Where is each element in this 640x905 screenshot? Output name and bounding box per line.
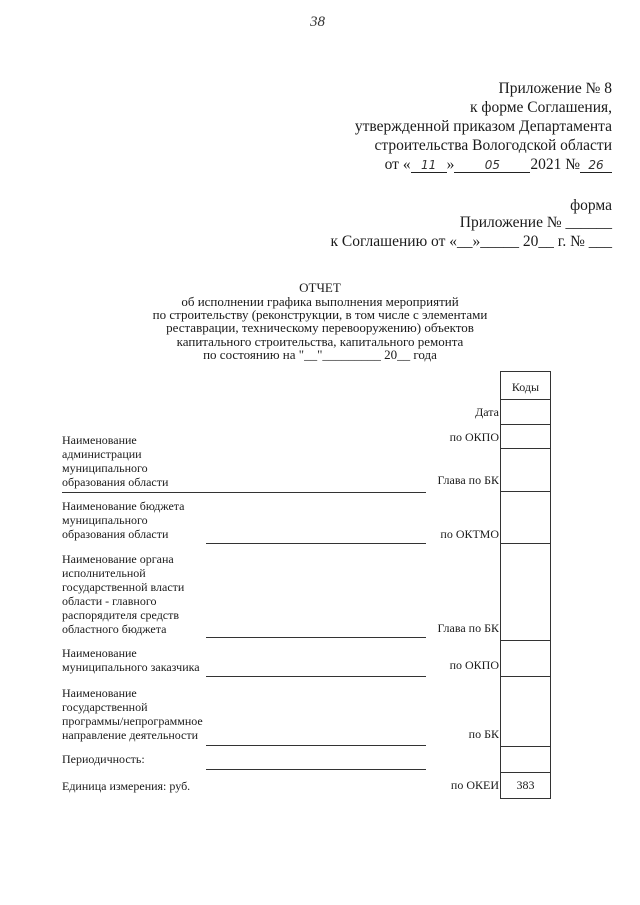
report-as-of-date: по состоянию на "__"_________ 20__ года — [203, 347, 437, 362]
label-okei: по ОКЕИ — [450, 778, 499, 792]
label-unit: Единица измерения: руб. — [62, 779, 191, 793]
label-bk-organ: Глава по БК — [437, 621, 499, 635]
label-date: Дата — [475, 405, 499, 419]
label-budget-line-1: Наименование бюджета — [62, 499, 185, 513]
label-periodicity: Периодичность: — [62, 752, 145, 766]
admin-underline — [62, 492, 426, 493]
label-bk-admin: Глава по БК — [437, 473, 499, 487]
label-okpo-customer: по ОКПО — [449, 658, 499, 672]
program-underline — [206, 745, 426, 746]
report-subtitle-1: об исполнении графика выполнения мероприятий — [181, 294, 459, 309]
customer-underline — [206, 676, 426, 677]
date-prefix: от « — [384, 156, 411, 173]
codes-column — [500, 371, 551, 799]
appendix-line-4: строительства Вологодской области — [374, 137, 612, 154]
organ-underline — [206, 637, 426, 638]
form-agreement-line: к Соглашению от «__»_____ 20__ г. № ___ — [330, 233, 612, 250]
label-admin-line-3: муниципального — [62, 461, 148, 475]
appendix-date-line — [385, 156, 612, 174]
report-subtitle-2: по строительству (реконструкции, в том числе с элементами — [152, 307, 488, 322]
codes-divider — [500, 448, 551, 449]
document-number: 26 — [580, 158, 612, 173]
form-appendix-number: Приложение № ______ — [459, 214, 612, 231]
budget-underline — [206, 543, 426, 544]
codes-divider — [500, 746, 551, 747]
codes-divider — [500, 399, 551, 400]
label-admin-line-4: образования области — [62, 475, 169, 489]
appendix-line-3: утвержденной приказом Департамента — [354, 118, 612, 135]
codes-header: Коды — [511, 380, 540, 394]
label-program-line-1: Наименование — [62, 686, 137, 700]
label-organ-line-4: области - главного — [62, 594, 157, 608]
date-year-no: 2021 № — [530, 156, 580, 173]
codes-divider — [500, 543, 551, 544]
report-title: ОТЧЕТ — [299, 280, 341, 295]
codes-divider — [500, 424, 551, 425]
report-subtitle-4: капитального строительства, капитального ремонта — [176, 334, 464, 349]
label-budget-line-2: муниципального — [62, 513, 148, 527]
label-customer-line-1: Наименование — [62, 646, 137, 660]
label-admin-line-1: Наименование — [62, 433, 137, 447]
label-program-line-3: программы/непрограммное — [62, 714, 203, 728]
label-bk-program: по БК — [468, 727, 499, 741]
codes-divider — [500, 772, 551, 773]
label-organ-line-2: исполнительной — [62, 566, 146, 580]
label-okpo-admin: по ОКПО — [449, 430, 499, 444]
page-number: 38 — [310, 14, 325, 30]
label-program-line-4: направление деятельности — [62, 728, 199, 742]
appendix-line-2: к форме Соглашения, — [470, 99, 612, 116]
form-label: форма — [570, 197, 612, 214]
periodicity-underline — [206, 769, 426, 770]
codes-divider — [500, 640, 551, 641]
label-organ-line-3: государственной власти — [62, 580, 185, 594]
label-organ-line-6: областного бюджета — [62, 622, 167, 636]
appendix-line-1: Приложение № 8 — [498, 80, 612, 97]
label-budget-line-3: образования области — [62, 527, 169, 541]
label-customer-line-2: муниципального заказчика — [62, 660, 200, 674]
codes-divider — [500, 491, 551, 492]
date-month: 05 — [454, 158, 530, 173]
codes-divider — [500, 676, 551, 677]
date-mid: » — [446, 156, 455, 173]
label-oktmo: по ОКТМО — [440, 527, 499, 541]
label-program-line-2: государственной — [62, 700, 148, 714]
label-admin-line-2: администрации — [62, 447, 142, 461]
okei-code: 383 — [516, 778, 535, 792]
label-organ-line-1: Наименование органа — [62, 552, 174, 566]
report-subtitle-3: реставрации, техническому перевооружению) объектов — [166, 320, 474, 335]
date-day: 11 — [411, 158, 447, 173]
label-organ-line-5: распорядителя средств — [62, 608, 180, 622]
